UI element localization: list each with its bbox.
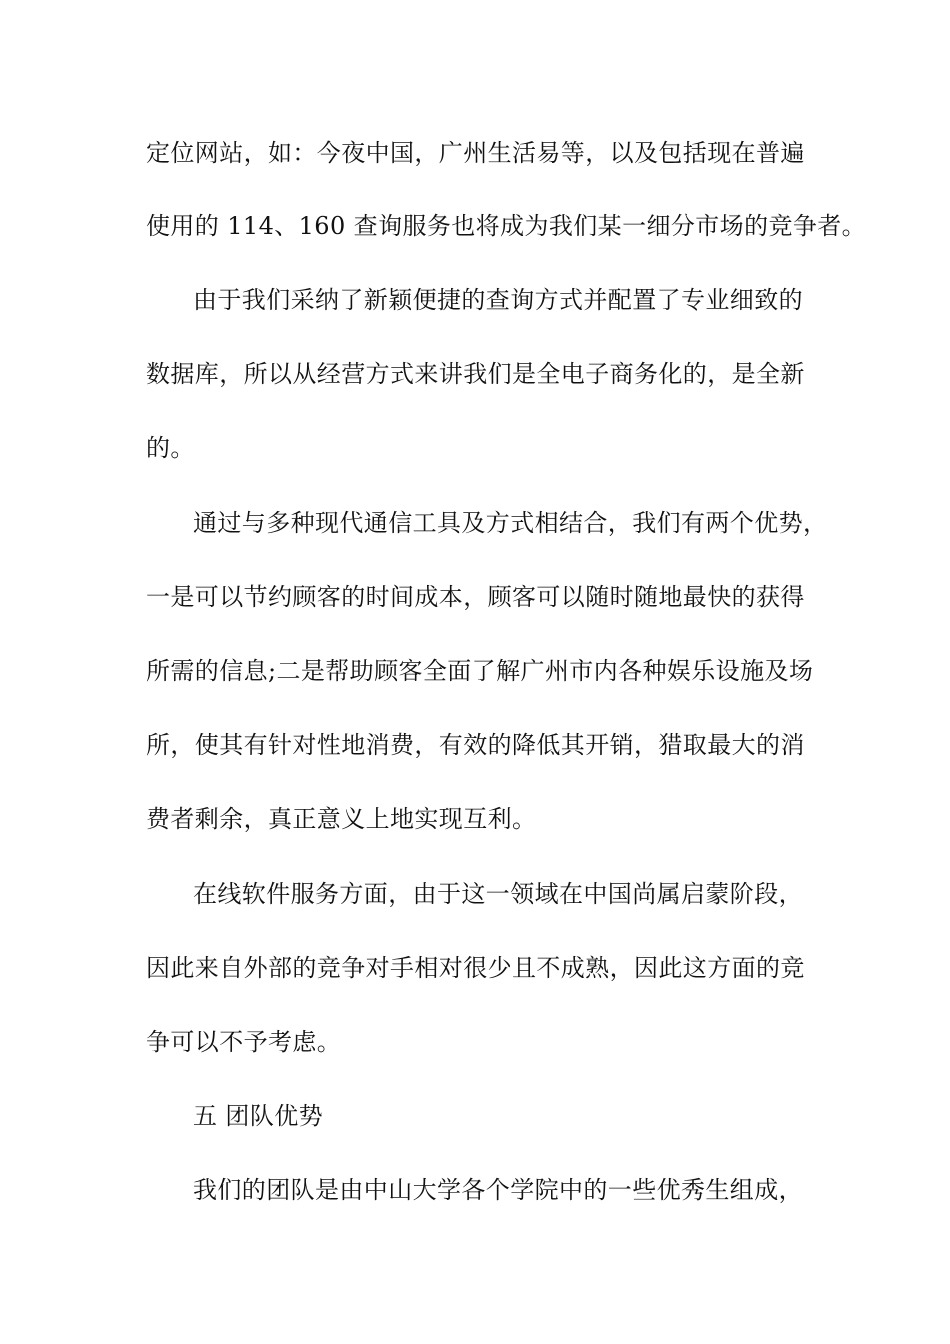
text-line: 所，使其有针对性地消费，有效的降低其开销，猎取最大的消 — [146, 731, 805, 759]
text-line: 因此来自外部的竞争对手相对很少且不成熟，因此这方面的竞 — [146, 954, 805, 982]
text-line: 使用的 114、160 查询服务也将成为我们某一细分市场的竞争者。 — [146, 212, 867, 240]
text-line: 定位网站，如：今夜中国，广州生活易等，以及包括现在普遍 — [146, 139, 805, 167]
text-line: 的。 — [146, 434, 195, 462]
paragraph-start-line: 由于我们采纳了新颖便捷的查询方式并配置了专业细致的 — [193, 286, 803, 314]
paragraph-start-line: 在线软件服务方面，由于这一领域在中国尚属启蒙阶段， — [193, 880, 803, 908]
text-line: 数据库，所以从经营方式来讲我们是全电子商务化的，是全新 — [146, 360, 805, 388]
text-line: 争可以不予考虑。 — [146, 1028, 342, 1056]
paragraph-start-line: 通过与多种现代通信工具及方式相结合，我们有两个优势， — [193, 509, 828, 537]
text-line: 一是可以节约顾客的时间成本，顾客可以随时随地最快的获得 — [146, 583, 805, 611]
text-line: 费者剩余，真正意义上地实现互利。 — [146, 805, 537, 833]
paragraph-start-line: 我们的团队是由中山大学各个学院中的一些优秀生组成， — [193, 1176, 803, 1204]
section-heading: 五 团队优势 — [193, 1102, 324, 1130]
text-line: 所需的信息;二是帮助顾客全面了解广州市内各种娱乐设施及场 — [146, 657, 814, 685]
